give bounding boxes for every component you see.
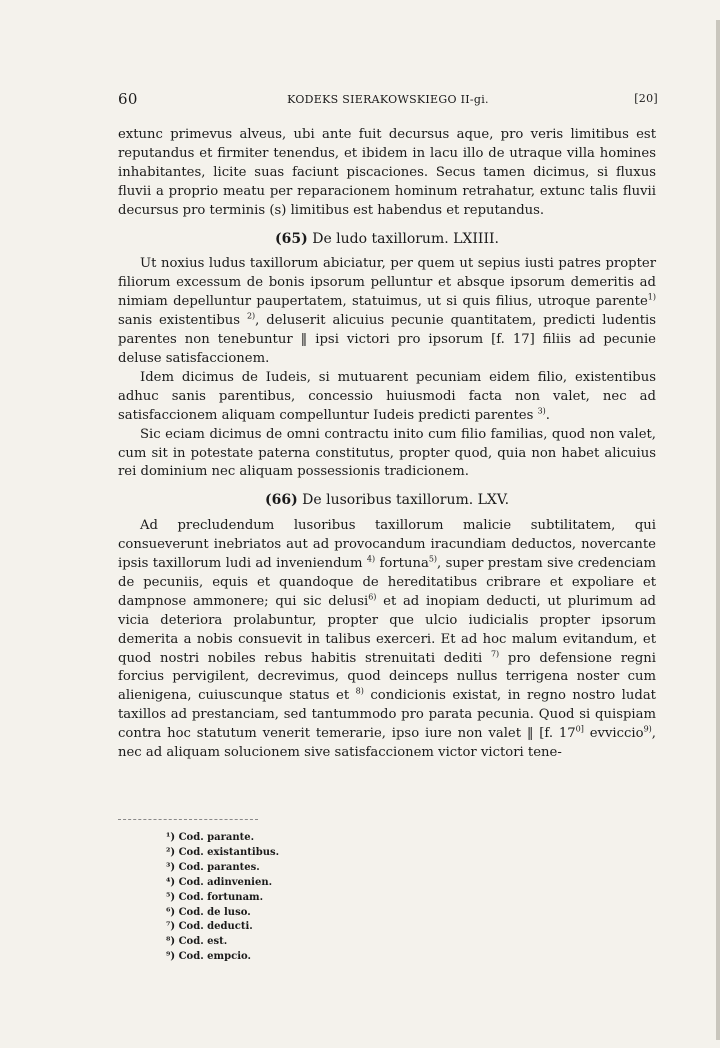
text-run: Ad precludendum lusoribus taxillorum malicie subtilitatem, qui consueverunt inebriatos aut ad provocandum iracundiam deductos, novercante ipsis taxillorum ludi ad inveniendum [118,518,656,572]
text-run: , super prestam sive credenciam de pecuniis, equis et quandoque de hereditatibus cribrare et expoliare et dampnose ammonere; qui sic delusi [118,556,656,609]
footnotes [166,831,466,965]
section-heading-66 [118,491,656,510]
footnote-ref: 8) [355,686,364,696]
section-title: De ludo taxillorum. LXIIII. [312,230,499,247]
text-run: condicionis existat, in regno nostro ludat taxillos ad prestanciam, sed tantummodo pro parata pecunia. Quod si quispiam contra hoc statutum venerit temerarie, ipso iure non valet ‖ [f. 17 [118,688,656,742]
text-run: Idem dicimus de Iudeis, si mutuarent pecuniam eidem filio, existentibus adhuc sanis parentibus, concessio huiusmodi facta non valet, nec ad satisfaccionem aliquam compelluntur Iudeis predicti parentes [118,369,656,423]
page-number: 60 [118,90,138,108]
running-title: KODEKS SIERAKOWSKIEGO II-gi. [287,93,489,106]
footnote-ref: 9) [643,724,652,734]
paragraph [118,369,656,426]
folio-degree: 0] [575,724,584,734]
text-run: sanis existentibus [118,313,241,329]
text-run: evviccio [589,726,644,742]
footnote-ref: 2) [246,311,256,321]
paragraph: Sic eciam dicimus de omni contractu inito cum filio familias, quod non valet, cum sit in potestate paterna constitutus, propter quod, quia non habet alicuius rei dominium nec aliquam possessionis tradicionem. [118,426,656,480]
scan-edge [716,20,720,1040]
footnote-ref: 4) [366,554,376,564]
text-run: et ad inopiam deducti, ut plurimum ad vicia deteriora prolabuntur, propter que ulcio iudicialis propter ipsorum demerita a nobis consuevit in talibus exerceri. Et ad hoc malum evitandum, et quod nostri nobiles rebus habitis strenuitati dediti [118,593,656,666]
text-run: . [545,407,550,423]
text-run: pro defensione regni forcius pervigilent, decrevimus, quod deinceps nullus terrigena noster cum alienigena, cuiuscunque status et [118,650,656,704]
paragraph [118,255,656,368]
section-number: (65) [275,230,308,247]
text-run: Ut noxius ludus taxillorum abiciatur, per quem ut sepius iusti patres propter filiorum excessum de bonis ipsorum pelluntur et absque ipsorum demeritis ad nimiam depelluntur paupertatem, statuimus, ut si quis filius, utroque parente [118,256,656,310]
footnote-ref: 1) [647,292,656,302]
section-heading-65 [118,230,656,249]
text-run: fortuna [379,556,429,572]
footnote: ⁴) Cod. adinvenien. [166,876,273,888]
text-run: , nec ad aliquam solucionem sive satisfaccionem victor victori tene- [118,726,656,761]
footnote: ⁹) Cod. empcio. [166,951,251,963]
footnote-ref: 5) [428,554,438,564]
footnote: ⁶) Cod. de luso. [166,906,251,918]
footnote: ²) Cod. existantibus. [166,846,280,858]
page-reference: [20] [634,92,658,105]
section-number: (66) [264,492,298,509]
footnote: ⁷) Cod. deducti. [166,921,253,933]
footnote: ¹) Cod. parante. [166,832,255,843]
footnote: ⁸) Cod. est. [166,936,228,948]
text-run: , deluserit alicuius pecunie quantitatem, predicti ludentis parentes non tenebuntur ‖ ipsi victori pro ipsorum [f. 17] filiis ad pecunie deluse satisfaccionem. [118,313,656,366]
running-header [118,90,658,112]
footnote-divider [118,819,258,820]
footnote-ref: 6) [368,592,377,602]
paragraph [118,517,656,763]
footnote: ³) Cod. parantes. [166,861,260,873]
paragraph: extunc primevus alveus, ubi ante fuit decursus aque, pro veris limitibus est reputandus et firmiter tenendus, et ibidem in lacu illo de utraque villa homines inhabitantes, licite suas faciunt piscaciones. Secus tamen dicimus, si fluxus fluvii a proprio meatu per reparacionem hominum retrahatur, extunc talis fluvii decursus pro terminis (s) limitibus est habendus et reputandus. [118,127,656,218]
main-text [118,126,656,763]
section-title: De lusoribus taxillorum. LXV. [302,492,510,509]
footnote-ref: 3) [537,406,546,416]
footnote: ⁵) Cod. fortunam. [166,891,264,903]
footnote-ref: 7) [490,649,500,659]
